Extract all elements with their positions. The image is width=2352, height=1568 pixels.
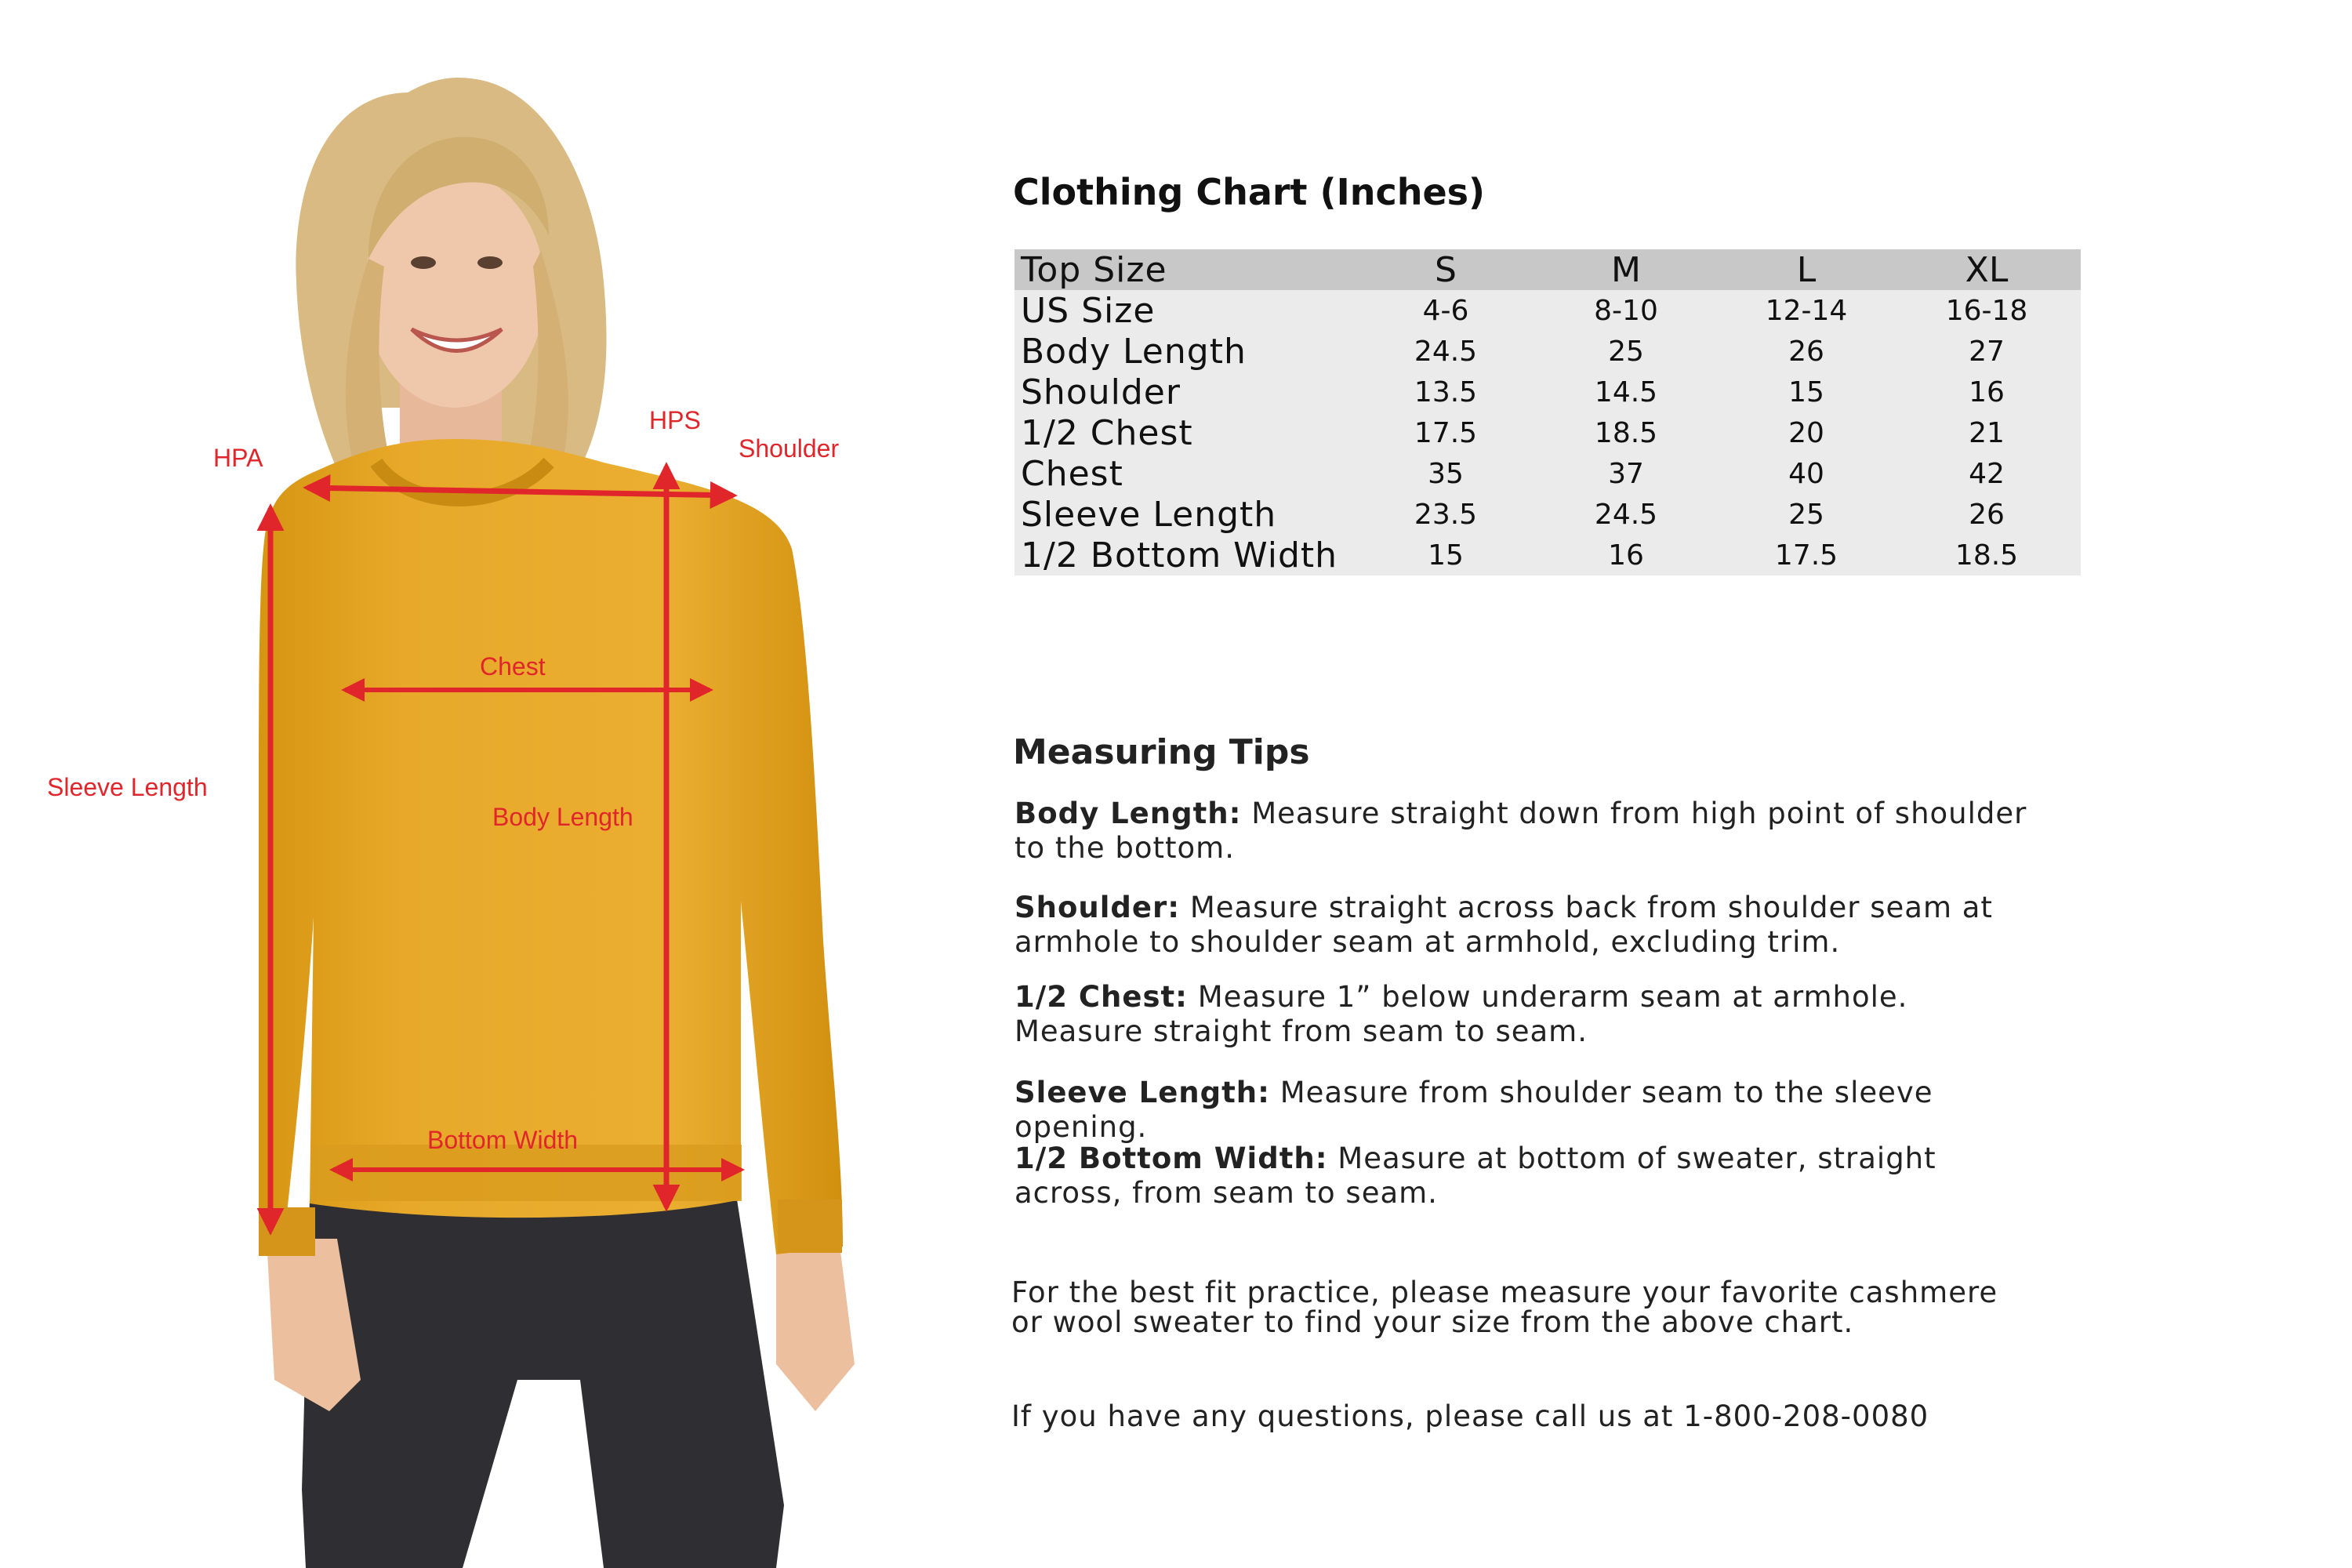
table-cell: 16-18 xyxy=(1945,294,2028,327)
table-cell: 18.5 xyxy=(1594,416,1658,449)
tip-text: Measure straight across back from shoulder seam at armhole to shoulder seam at armhold, excluding trim. xyxy=(1014,891,1993,959)
header-top-size: Top Size xyxy=(1014,249,1359,290)
table-cell: 26 xyxy=(1788,335,1824,368)
table-cell: 12-14 xyxy=(1765,294,1848,327)
table-row xyxy=(1014,290,2081,331)
table-cell: 14.5 xyxy=(1594,376,1658,408)
label-bottom-width: Bottom Width xyxy=(427,1126,579,1154)
table-cell: 16 xyxy=(1608,539,1644,572)
row-label: 1/2 Chest xyxy=(1021,412,1193,453)
left-cuff xyxy=(259,1207,315,1256)
right-cuff xyxy=(778,1200,842,1253)
header-size: L xyxy=(1720,249,1893,290)
tip-bottom-width xyxy=(1014,1142,2034,1210)
table-cell: 16 xyxy=(1969,376,2005,408)
tip-sleeve-length xyxy=(1014,1076,2034,1145)
tip-term: Shoulder: xyxy=(1014,891,1181,924)
tip-text: Measure straight down from high point of shoulder to the bottom. xyxy=(1014,797,2027,865)
right-eye xyxy=(477,256,503,269)
table-cell: 17.5 xyxy=(1774,539,1838,572)
table-cell: 18.5 xyxy=(1955,539,2019,572)
table-cell: 25 xyxy=(1788,498,1824,531)
table-row xyxy=(1014,331,2081,372)
table-cell: 20 xyxy=(1788,416,1824,449)
table-cell: 40 xyxy=(1788,457,1824,490)
header-size: S xyxy=(1359,249,1532,290)
tip-body-length xyxy=(1014,797,2034,866)
label-shoulder: Shoulder xyxy=(739,434,840,463)
table-cell: 17.5 xyxy=(1414,416,1478,449)
tip-text: Measure from shoulder seam to the sleeve opening. xyxy=(1014,1076,1933,1144)
table-cell: 25 xyxy=(1608,335,1644,368)
table-cell: 21 xyxy=(1969,416,2005,449)
header-size: M xyxy=(1532,249,1720,290)
table-cell: 24.5 xyxy=(1414,335,1478,368)
tip-term: Sleeve Length: xyxy=(1014,1076,1270,1109)
table-cell: 26 xyxy=(1969,498,2005,531)
header-size: XL xyxy=(1893,249,2081,290)
pants xyxy=(302,1200,784,1568)
tip-term: Body Length: xyxy=(1014,797,1242,830)
row-label: Body Length xyxy=(1021,331,1247,372)
row-label: Sleeve Length xyxy=(1021,494,1277,535)
left-eye xyxy=(411,256,436,269)
table-cell: 35 xyxy=(1428,457,1464,490)
table-cell: 8-10 xyxy=(1594,294,1658,327)
tips-title: Measuring Tips xyxy=(1013,732,1310,772)
row-label: US Size xyxy=(1021,290,1156,331)
right-hand xyxy=(776,1239,855,1411)
table-cell: 42 xyxy=(1969,457,2005,490)
table-cell: 4-6 xyxy=(1422,294,1469,327)
row-label: Shoulder xyxy=(1021,372,1181,412)
table-row xyxy=(1014,453,2081,494)
table-row xyxy=(1014,494,2081,535)
label-hps: HPS xyxy=(649,406,701,434)
label-hpa: HPA xyxy=(213,444,263,472)
tip-term: 1/2 Chest: xyxy=(1014,980,1188,1014)
row-label: 1/2 Bottom Width xyxy=(1021,535,1338,575)
table-cell: 23.5 xyxy=(1414,498,1478,531)
table-cell: 27 xyxy=(1969,335,2005,368)
size-header-row xyxy=(1014,249,2081,290)
table-row xyxy=(1014,535,2081,575)
table-cell: 37 xyxy=(1608,457,1644,490)
table-cell: 15 xyxy=(1788,376,1824,408)
tip-shoulder xyxy=(1014,891,2034,960)
fit-note: For the best fit practice, please measure your favorite cashmere or wool sweater to find your size from the above chart. xyxy=(1011,1276,1998,1339)
tip-text: Measure at bottom of sweater, straight across, from seam to seam. xyxy=(1014,1142,1936,1210)
chart-title: Clothing Chart (Inches) xyxy=(1013,171,1486,213)
table-cell: 13.5 xyxy=(1414,376,1478,408)
table-cell: 24.5 xyxy=(1594,498,1658,531)
label-sleeve-length: Sleeve Length xyxy=(47,773,208,801)
tip-half-chest xyxy=(1014,980,2034,1049)
tip-term: 1/2 Bottom Width: xyxy=(1014,1142,1328,1175)
label-chest: Chest xyxy=(480,652,546,681)
row-label: Chest xyxy=(1021,453,1123,494)
table-row xyxy=(1014,372,2081,412)
table-cell: 15 xyxy=(1428,539,1464,572)
contact-note: If you have any questions, please call us at 1-800-208-0080 xyxy=(1011,1399,1929,1433)
tip-text: Measure 1” below underarm seam at armhole. Measure straight from seam to seam. xyxy=(1014,980,1908,1048)
table-row xyxy=(1014,412,2081,453)
label-body-length: Body Length xyxy=(492,803,633,831)
size-table xyxy=(1014,249,2081,575)
